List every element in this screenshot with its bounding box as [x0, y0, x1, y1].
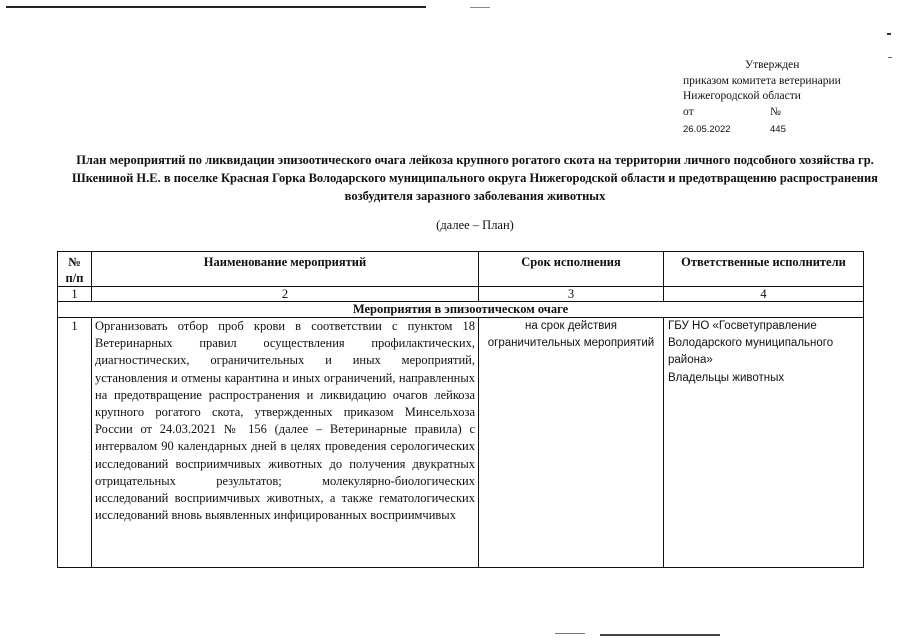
col-number: 1 — [58, 287, 92, 302]
approval-labels-row — [683, 105, 841, 121]
row-term: на срок действия ограничительных мероприятий — [479, 318, 664, 568]
col-number: 2 — [92, 287, 479, 302]
header-executors: Ответственные исполнители — [664, 252, 864, 287]
scan-artifact-bottom-dash — [555, 633, 585, 634]
approval-date: 26.05.2022 — [683, 124, 731, 135]
executor-1: ГБУ НО «Госветуправление Володарского муниципального района» — [668, 320, 834, 367]
approval-block — [683, 58, 841, 138]
approval-values-row — [683, 122, 841, 138]
approval-line-2: Нижегородской области — [683, 90, 801, 102]
scan-artifact-top-line — [6, 6, 426, 8]
row-measure-name: Организовать отбор проб крови в соответствии с пунктом 18 Ветеринарных правил осуществления профилактических, диагностических, ограничительных и иных мероприятий, установления и отмены карантина и иных ограничений, направленных на предотвращение распространения и ликвидацию очагов лейкоза крупного рогатого скота, утвержденных приказом Минсельхоза России от 24.03.2021 № 156 (далее – Ветеринарные правила) с интервалом 90 календарных дней в целях проведения серологических исследований восприимчивых животных до получения двукратных отрицательных результатов; молекулярно-биологических исследований восприимчивых животных, а также гематологических исследований вновь выявленных инфицированных восприимчивых — [92, 318, 479, 568]
section-title: Мероприятия в эпизоотическом очаге — [58, 302, 864, 318]
scan-artifact-right-dash — [888, 57, 892, 58]
document-subtitle: (далее – План) — [436, 218, 514, 232]
scan-artifact-top-dash — [470, 7, 490, 8]
plan-table — [57, 251, 864, 568]
approval-line-1: приказом комитета ветеринарии — [683, 74, 841, 87]
col-number: 3 — [479, 287, 664, 302]
row-executors — [664, 318, 864, 568]
scan-artifact-bottom-line — [600, 634, 720, 636]
table-header-row — [58, 252, 864, 287]
section-row — [58, 302, 864, 318]
approval-number: 445 — [770, 124, 786, 135]
approval-heading: Утвержден — [745, 59, 800, 71]
approval-number-label: № — [770, 105, 781, 118]
col-number: 4 — [664, 287, 864, 302]
approval-from-label: от — [683, 105, 694, 118]
row-number: 1 — [58, 318, 92, 568]
executor-2: Владельцы животных — [668, 371, 785, 384]
header-term: Срок исполнения — [479, 252, 664, 287]
scan-artifact-right-dash — [887, 33, 891, 35]
column-numbers-row — [58, 287, 864, 302]
document-title: План мероприятий по ликвидации эпизоотического очага лейкоза крупного рогатого скота на территории личного подсобного хозяйства гр. Шкениной Н.Е. в поселке Красная Горка Володарского муниципального округа Нижегородской области и предотвращению распространения возбудителя заразного заболевания животных — [72, 153, 878, 203]
header-name: Наименование мероприятий — [92, 252, 479, 287]
table-row — [58, 318, 864, 568]
header-no: № п/п — [58, 252, 92, 287]
